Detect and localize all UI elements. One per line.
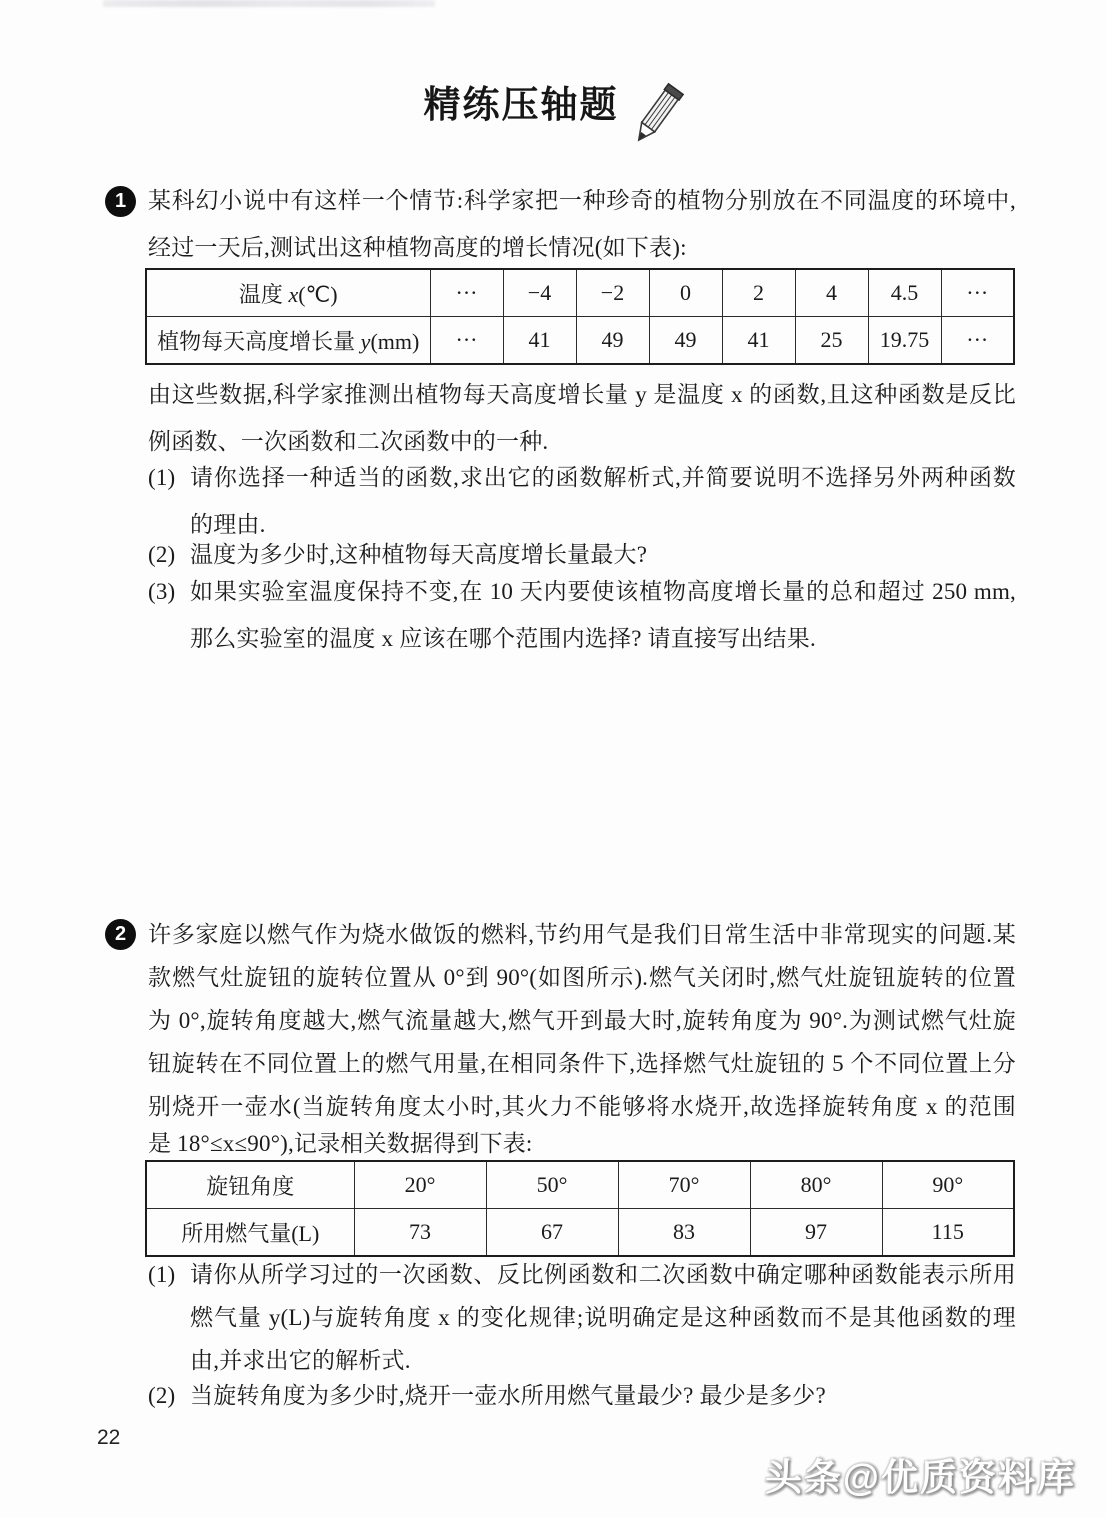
- table-cell: 73: [354, 1209, 486, 1257]
- problem2-q1-line: 燃气量 y(L)与旋转角度 x 的变化规律;说明确定是这种函数而不是其他函数的理: [190, 1305, 1016, 1330]
- problem1-q3-number: (3): [148, 579, 176, 604]
- table-cell: ···: [941, 317, 1014, 365]
- page-title: 精练压轴题: [423, 84, 619, 125]
- label-text: 植物每天高度增长量: [157, 328, 361, 354]
- problem1-q1-line: 的理由.: [190, 512, 266, 537]
- problem1-intro-line: 经过一天后,测试出这种植物高度的增长情况(如下表):: [148, 235, 687, 260]
- problem2-intro-line: 钮旋转在不同位置上的燃气用量,在相同条件下,选择燃气灶旋钮的 5 个不同位置上分: [148, 1051, 1016, 1076]
- problem1-q3-line: 如果实验室温度保持不变,在 10 天内要使该植物高度增长量的总和超过 250 mm,: [190, 579, 1016, 604]
- problem1-number-badge: [105, 186, 136, 217]
- table-cell: 19.75: [868, 317, 941, 365]
- table-cell: ···: [430, 269, 503, 317]
- problem2-q1-number: (1): [148, 1262, 176, 1287]
- table-cell: 97: [750, 1209, 882, 1257]
- table-cell: 67: [486, 1209, 618, 1257]
- table-cell: 4.5: [868, 269, 941, 317]
- temperature-growth-table: [145, 268, 1015, 365]
- problem1-q3-line: 那么实验室的温度 x 应该在哪个范围内选择? 请直接写出结果.: [190, 626, 816, 651]
- problem1-body-line: 例函数、一次函数和二次函数中的一种.: [148, 429, 549, 454]
- problem2-intro-line: 是 18°≤x≤90°),记录相关数据得到下表:: [148, 1131, 533, 1156]
- problem2-number: 2: [114, 923, 127, 945]
- knob-angle-gas-table: [145, 1160, 1015, 1257]
- table-cell: 49: [649, 317, 722, 365]
- problem1-q1-number: (1): [148, 465, 176, 490]
- table-cell: 4: [795, 269, 868, 317]
- problem1-q1-line: 请你选择一种适当的函数,求出它的函数解析式,并简要说明不选择另外两种函数: [190, 465, 1016, 490]
- table-cell: 25: [795, 317, 868, 365]
- table-cell: 49: [576, 317, 649, 365]
- problem1-body-line: 由这些数据,科学家推测出植物每天高度增长量 y 是温度 x 的函数,且这种函数是反比: [148, 382, 1016, 407]
- table-header-knob-angle: 旋钮角度: [146, 1161, 354, 1209]
- table-cell: ···: [941, 269, 1014, 317]
- pencil-icon: [624, 74, 688, 156]
- table-cell: 80°: [750, 1161, 882, 1209]
- table-cell: 50°: [486, 1161, 618, 1209]
- table-cell: 0: [649, 269, 722, 317]
- table-cell: 115: [882, 1209, 1014, 1257]
- problem1-q2-line: 温度为多少时,这种植物每天高度增长量最大?: [190, 542, 648, 567]
- problem2-q2-line: 当旋转角度为多少时,烧开一壶水所用燃气量最少? 最少是多少?: [190, 1383, 826, 1408]
- scan-top-artifact: [103, 0, 435, 7]
- label-text: 温度: [238, 281, 289, 307]
- page-header: [0, 82, 1106, 152]
- problem1-intro-line: 某科幻小说中有这样一个情节:科学家把一种珍奇的植物分别放在不同温度的环境中,: [148, 188, 1016, 213]
- problem2-intro-line: 许多家庭以燃气作为烧水做饭的燃料,节约用气是我们日常生活中非常现实的问题.某: [148, 922, 1016, 947]
- table-cell: 41: [722, 317, 795, 365]
- problem2-q2-number: (2): [148, 1383, 176, 1408]
- problem1-q2-number: (2): [148, 542, 176, 567]
- watermark: 头条@优质资料库: [764, 1457, 1076, 1498]
- table-cell: 90°: [882, 1161, 1014, 1209]
- table-cell: 20°: [354, 1161, 486, 1209]
- variable-y: y: [360, 328, 371, 354]
- problem2-intro-line: 为 0°,旋转角度越大,燃气流量越大,燃气开到最大时,旋转角度为 90°.为测试燃气灶旋: [148, 1008, 1016, 1033]
- table-header-growth: [146, 317, 430, 365]
- table-row: [146, 269, 1014, 317]
- page-number: 22: [97, 1426, 121, 1449]
- table-header-temperature: [146, 269, 430, 317]
- problem1-number: 1: [114, 190, 127, 212]
- table-cell: ···: [430, 317, 503, 365]
- variable-x: x: [288, 281, 299, 307]
- problem2-number-badge: [105, 919, 136, 950]
- table-cell: −2: [576, 269, 649, 317]
- table-cell: 83: [618, 1209, 750, 1257]
- table-cell: −4: [503, 269, 576, 317]
- table-cell: 41: [503, 317, 576, 365]
- label-unit: (℃): [298, 281, 338, 307]
- table-cell: 2: [722, 269, 795, 317]
- table-cell: 70°: [618, 1161, 750, 1209]
- table-header-gas-used: 所用燃气量(L): [146, 1209, 354, 1257]
- problem2-intro-line: 款燃气灶旋钮的旋转位置从 0°到 90°(如图所示).燃气关闭时,燃气灶旋钮旋转的位置: [148, 965, 1016, 990]
- problem2-q1-line: 由,并求出它的解析式.: [190, 1348, 411, 1373]
- table-row: [146, 1161, 1014, 1209]
- problem2-intro-line: 别烧开一壶水(当旋转角度太小时,其火力不能够将水烧开,故选择旋转角度 x 的范围: [148, 1094, 1016, 1119]
- label-unit: (mm): [370, 328, 420, 354]
- table-row: [146, 1209, 1014, 1257]
- table-row: [146, 317, 1014, 365]
- problem2-q1-line: 请你从所学习过的一次函数、反比例函数和二次函数中确定哪种函数能表示所用: [190, 1262, 1016, 1287]
